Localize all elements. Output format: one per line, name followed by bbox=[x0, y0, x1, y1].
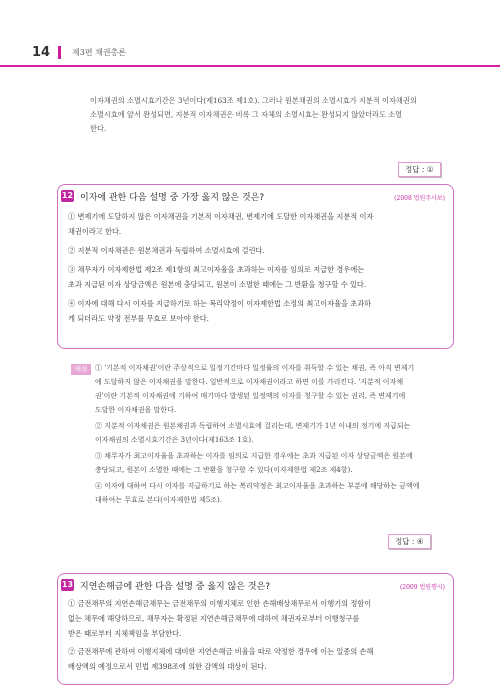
option-line: 게 되더라도 약정 전부를 무효로 보아야 한다. bbox=[68, 314, 209, 323]
option-line: 배상액의 예정으로서 민법 제398조에 의한 감액의 대상이 된다. bbox=[68, 662, 267, 671]
intro-line: 이자채권의 소멸시효기간은 3년이다(제163조 제1호). 그러나 원본채권의 소멸시효가 지분적 이자채권의 bbox=[90, 96, 417, 105]
option-line: 받은 때로부터 지체책임을 부담한다. bbox=[68, 629, 182, 638]
explanation-line: 에 도달하지 않은 이자채권을 말한다. 일반적으로 이자채권이라고 하면 이를 가리킨다. '지분적 이자채 bbox=[95, 378, 404, 386]
question-title: 이자에 관한 다음 설명 중 가장 옳지 않은 것은? bbox=[80, 193, 265, 203]
explanation-line: 이자채권의 소멸시효기간은 3년이다(제163조 1호). bbox=[95, 436, 254, 444]
option-line: ① 변제기에 도달하지 않은 이자채권을 기본적 이자채권, 변제기에 도달한 이자채권을 지분적 이자 bbox=[68, 212, 374, 221]
question-number: 13 bbox=[61, 580, 74, 589]
explanation-line: 권'이란 기본적 이자채권에 기하여 매기마다 발생된 일정액의 이자를 청구할 수 있는 권리, 즉 변제기에 bbox=[95, 392, 406, 400]
question-source: (2008 법원주사보) bbox=[394, 195, 445, 202]
chapter-title: 제3편 채권총론 bbox=[72, 48, 127, 57]
option-line: 없는 채무에 해당하므로, 채무자는 확정된 지연손해금채무에 대하여 채권자로부터 이행청구를 bbox=[68, 614, 360, 623]
page-number-bar bbox=[58, 46, 61, 59]
option-line: ① 금전채무의 지연손해금채무는 금전채무의 이행지체로 인한 손해배상채무로서 이행기의 정함이 bbox=[68, 599, 372, 608]
question-13-box bbox=[57, 573, 454, 685]
option-line: ③ 채무자가 이자제한법 제2조 제1항의 최고이자율을 초과하는 이자를 임의로 지급한 경우에는 bbox=[68, 265, 365, 274]
header-rule bbox=[0, 65, 500, 67]
explanation-line: 도달한 이자채권을 말한다. bbox=[95, 406, 177, 414]
explanation-line: ① '기본적 이자채권'이란 주상적으로 일정기간마다 일정률의 이자를 취득할 수 있는 채권, 즉 아직 변제기 bbox=[95, 364, 415, 372]
question-12-box bbox=[57, 184, 454, 349]
option-line: ② 금전채무에 관하여 이행지체에 대비한 지연손해금 비율을 따로 약정한 경우에 이는 일종의 손해 bbox=[68, 647, 374, 656]
explanation-line: ④ 이자에 대하여 다시 이자를 지급하기로 하는 복리약정은 최고이자율을 초과하는 부분에 해당하는 금액에 bbox=[95, 482, 420, 490]
explanation-line: 대하여는 무효로 본다(이자제한법 제5조). bbox=[95, 496, 223, 504]
intro-line: 소멸시효에 앞서 완성되면, 지분적 이자채권은 비록 그 자체의 소멸시효는 완성되지 않았더라도 소멸 bbox=[90, 110, 403, 119]
option-line: 채권이라고 한다. bbox=[68, 227, 122, 236]
intro-line: 한다. bbox=[90, 124, 107, 133]
answer-badge: 정답 : ① bbox=[398, 162, 441, 177]
explanation-line: ③ 채무자가 최고이자율을 초과하는 이자를 임의로 지급한 경우에는 초과 지급된 이자 상당금액은 원본에 bbox=[95, 452, 413, 460]
answer-badge: 정답 : ④ bbox=[388, 534, 431, 549]
explanation-tag: 해설 bbox=[71, 364, 91, 375]
question-number: 12 bbox=[61, 191, 74, 200]
page-number: 14 bbox=[32, 45, 51, 60]
option-line: ② 지분적 이자채권은 원본채권과 독립하여 소멸시효에 걸린다. bbox=[68, 246, 265, 255]
question-title: 지연손해금에 관한 다음 설명 중 옳지 않은 것은? bbox=[80, 582, 270, 592]
option-line: 초과 지급된 이자 상당금액은 원본에 충당되고, 원본이 소멸한 때에는 그 반환을 청구할 수 있다. bbox=[68, 280, 367, 289]
explanation-line: ② 지분적 이자채권은 원본채권과 독립하여 소멸시효에 걸리는데, 변제기가 1년 이내의 정기에 지급되는 bbox=[95, 422, 411, 430]
explanation-line: 충당되고, 원본이 소멸한 때에는 그 반환을 청구할 수 있다(이자제한법 제2조 제4항). bbox=[95, 466, 353, 474]
option-line: ④ 이자에 대해 다시 이자를 지급하기로 하는 복리약정이 이자제한법 소정의 최고이자율을 초과하 bbox=[68, 299, 372, 308]
question-source: (2009 법원행시) bbox=[399, 584, 445, 591]
